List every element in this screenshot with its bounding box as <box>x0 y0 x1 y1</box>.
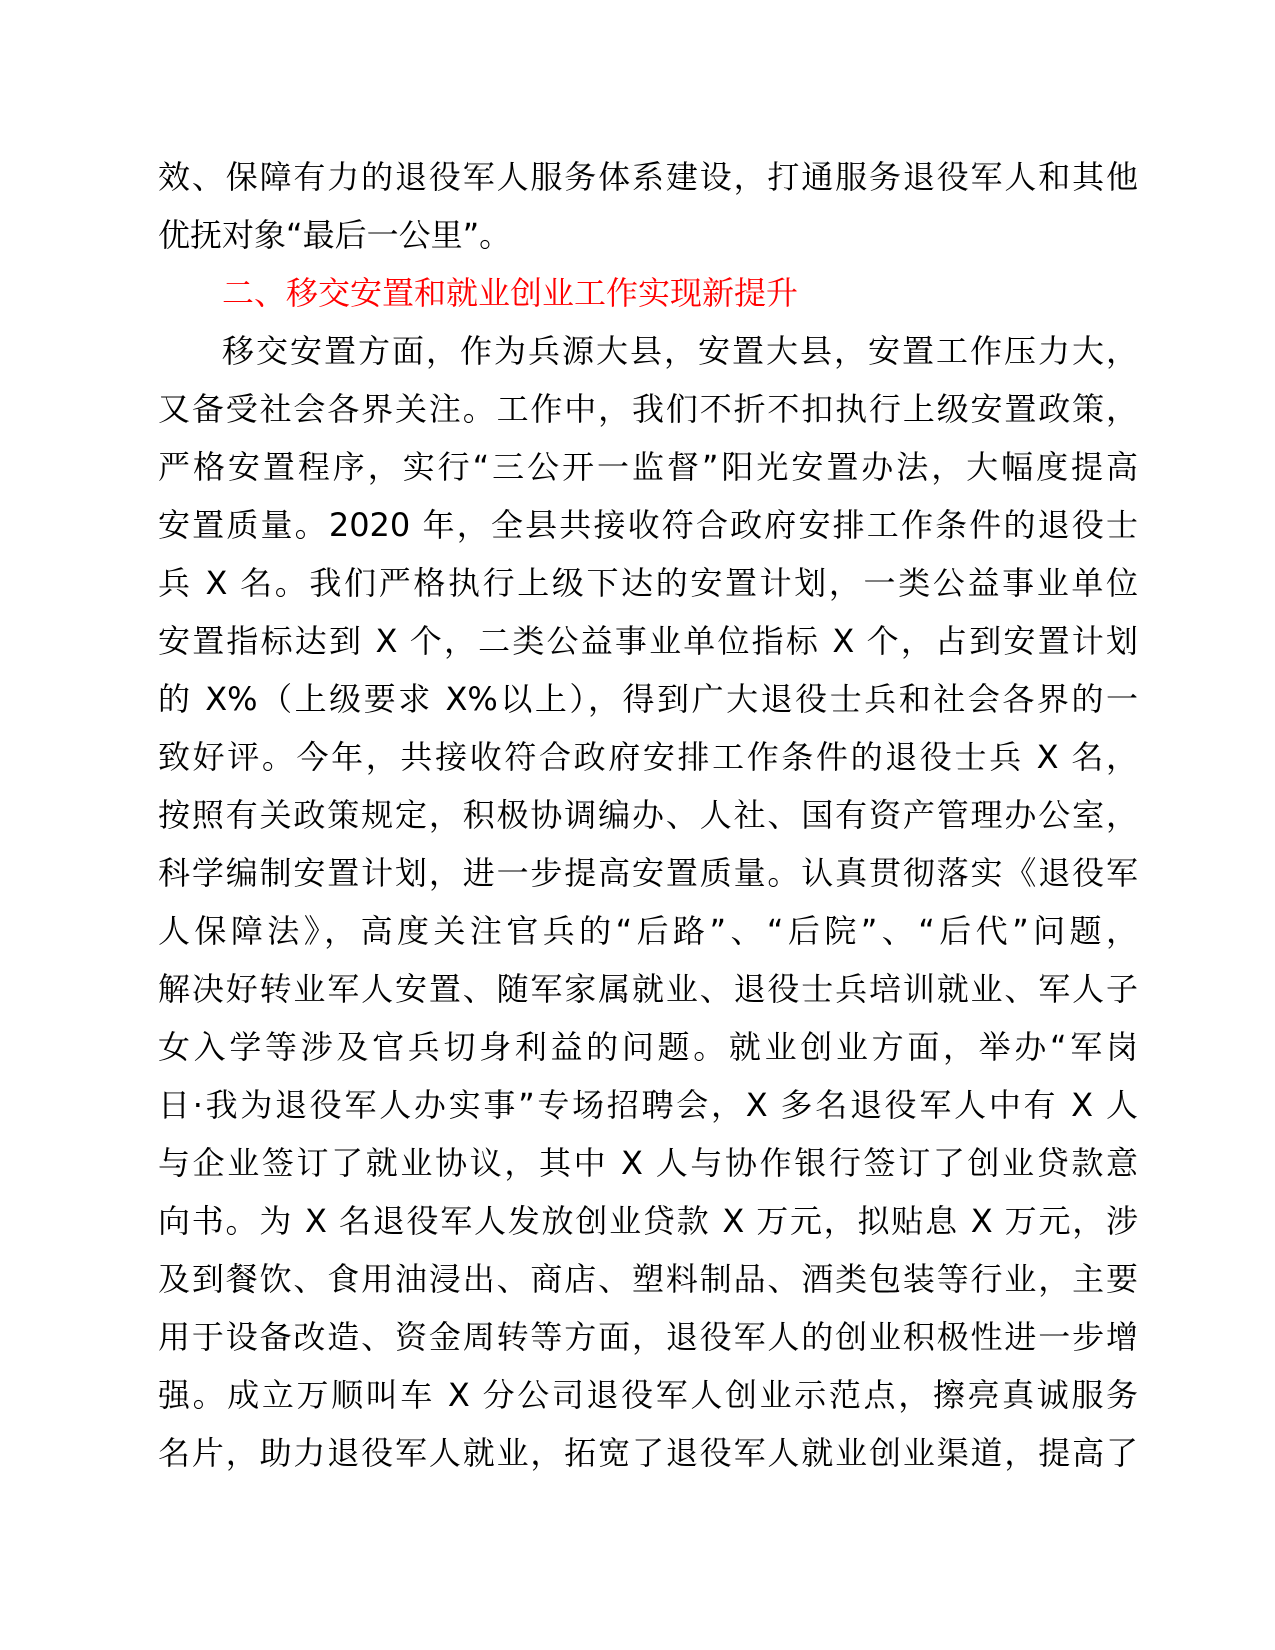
section-heading: 二、移交安置和就业创业工作实现新提升 <box>222 274 799 312</box>
paragraph-line: 严格安置程序，实行“三公开一监督”阳光安置办法，大幅度提高 <box>158 448 1138 486</box>
paragraph-line: 安置质量。2020 年，全县共接收符合政府安排工作条件的退役士 <box>158 506 1138 544</box>
paragraph-line: 效、保障有力的退役军人服务体系建设，打通服务退役军人和其他 <box>158 158 1138 196</box>
paragraph-line: 日·我为退役军人办实事”专场招聘会，X 多名退役军人中有 X 人 <box>158 1086 1138 1124</box>
paragraph-line: 的 X%（上级要求 X%以上），得到广大退役士兵和社会各界的一 <box>158 680 1138 718</box>
paragraph-line: 女入学等涉及官兵切身利益的问题。就业创业方面，举办“军岗 <box>158 1028 1138 1066</box>
paragraph-line: 又备受社会各界关注。工作中，我们不折不扣执行上级安置政策， <box>158 390 1138 428</box>
paragraph-line: 移交安置方面，作为兵源大县，安置大县，安置工作压力大， <box>222 332 1138 370</box>
paragraph-line: 人保障法》，高度关注官兵的“后路”、“后院”、“后代”问题， <box>158 912 1138 950</box>
paragraph-line: 名片，助力退役军人就业，拓宽了退役军人就业创业渠道，提高了 <box>158 1434 1138 1472</box>
paragraph-line: 用于设备改造、资金周转等方面，退役军人的创业积极性进一步增 <box>158 1318 1138 1356</box>
paragraph-line: 致好评。今年，共接收符合政府安排工作条件的退役士兵 X 名， <box>158 738 1138 776</box>
paragraph-line: 科学编制安置计划，进一步提高安置质量。认真贯彻落实《退役军 <box>158 854 1138 892</box>
paragraph-line: 向书。为 X 名退役军人发放创业贷款 X 万元，拟贴息 X 万元，涉 <box>158 1202 1138 1240</box>
paragraph-line: 及到餐饮、食用油浸出、商店、塑料制品、酒类包装等行业，主要 <box>158 1260 1138 1298</box>
body-text <box>158 148 1138 1482</box>
paragraph-line: 与企业签订了就业协议，其中 X 人与协作银行签订了创业贷款意 <box>158 1144 1138 1182</box>
paragraph-line: 按照有关政策规定，积极协调编办、人社、国有资产管理办公室， <box>158 796 1138 834</box>
paragraph-line: 兵 X 名。我们严格执行上级下达的安置计划，一类公益事业单位 <box>158 564 1138 602</box>
paragraph-line: 解决好转业军人安置、随军家属就业、退役士兵培训就业、军人子 <box>158 970 1138 1008</box>
paragraph-line: 强。成立万顺叫车 X 分公司退役军人创业示范点，擦亮真诚服务 <box>158 1376 1138 1414</box>
paragraph-line: 优抚对象“最后一公里”。 <box>158 216 512 254</box>
paragraph-line: 安置指标达到 X 个，二类公益事业单位指标 X 个，占到安置计划 <box>158 622 1138 660</box>
